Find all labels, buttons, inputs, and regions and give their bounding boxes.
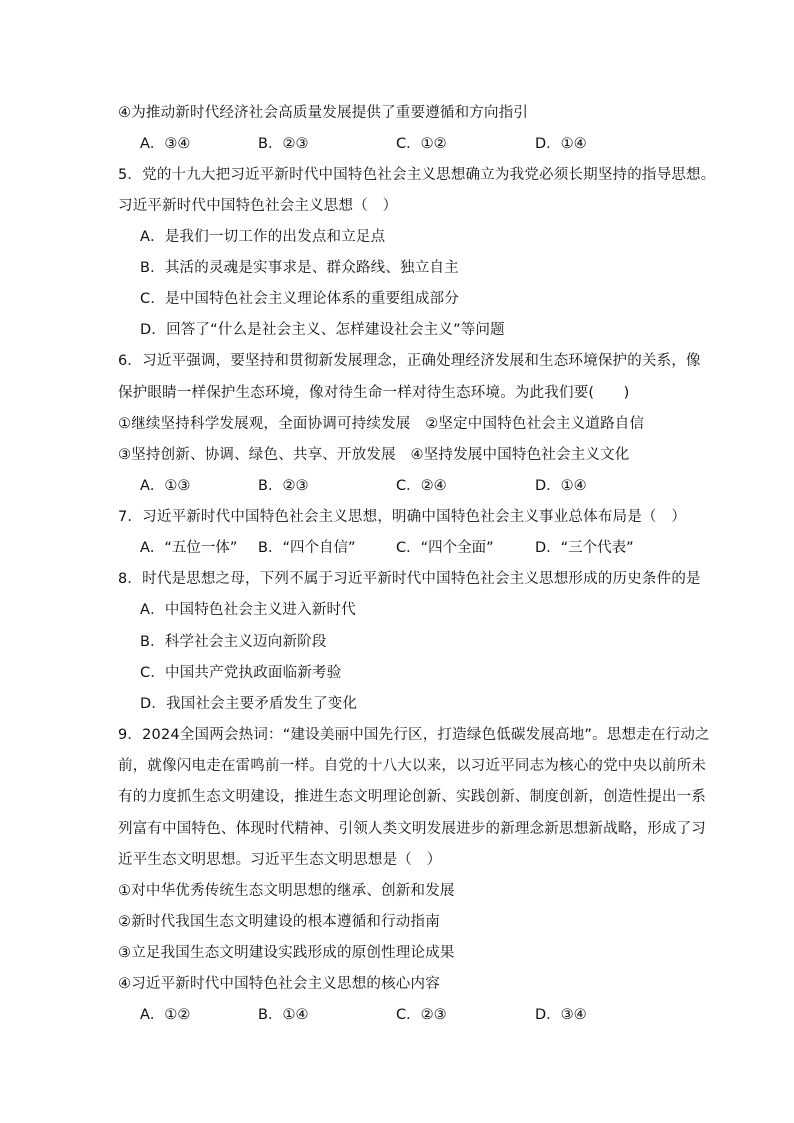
q6-option-a[interactable]: A．①③ <box>140 478 191 494</box>
q9-item-1: ①对中华优秀传统生态文明思想的继承、创新和发展 <box>118 883 455 899</box>
q6-stem-line-2: 保护眼睛一样保护生态环境，像对待生命一样对待生态环境。为此我们要( ) <box>118 385 630 401</box>
q5-option-d[interactable]: D．回答了“什么是社会主义、怎样建设社会主义”等问题 <box>140 322 505 338</box>
q9-stem-line-5: 近平生态文明思想。习近平生态文明思想是（ ） <box>118 852 442 868</box>
q9-option-c[interactable]: C．②③ <box>396 1007 447 1023</box>
q4-option-a[interactable]: A．③④ <box>140 136 191 152</box>
q6-option-c[interactable]: C．②④ <box>396 478 447 494</box>
q8-option-a[interactable]: A．中国特色社会主义进入新时代 <box>140 602 356 618</box>
q5-option-b[interactable]: B．其活的灵魂是实事求是、群众路线、独立自主 <box>140 260 459 276</box>
q9-stem-line-1: 9．2024全国两会热词：“建设美丽中国先行区，打造绿色低碳发展高地”。思想走在行动之 <box>118 727 710 743</box>
q5-stem-line-1: 5．党的十九大把习近平新时代中国特色社会主义思想确立为我党必须长期坚持的指导思想。 <box>118 167 716 183</box>
q9-option-b[interactable]: B．①④ <box>258 1007 309 1023</box>
q7-option-c[interactable]: C．“四个全面” <box>396 540 494 556</box>
q4-option-d[interactable]: D．①④ <box>535 136 587 152</box>
q9-option-a[interactable]: A．①② <box>140 1007 191 1023</box>
q7-option-b[interactable]: B．“四个自信” <box>258 540 356 556</box>
q5-option-c[interactable]: C．是中国特色社会主义理论体系的重要组成部分 <box>140 291 460 307</box>
q9-stem-line-4: 列富有中国特色、体现时代精神、引领人类文明发展进步的新理念新思想新战略，形成了习 <box>118 821 706 837</box>
q9-stem-line-3: 有的力度抓生态文明建设，推进生态文明理论创新、实践创新、制度创新，创造性提出一系 <box>118 789 706 805</box>
q4-option-c[interactable]: C．①② <box>396 136 447 152</box>
q7-option-d[interactable]: D．“三个代表” <box>535 540 634 556</box>
q6-stem-line-1: 6．习近平强调，要坚持和贯彻新发展理念，正确处理经济发展和生态环境保护的关系，像 <box>118 353 701 369</box>
q8-option-b[interactable]: B．科学社会主义迈向新阶段 <box>140 634 327 650</box>
q5-option-a[interactable]: A．是我们一切工作的出发点和立足点 <box>140 229 386 245</box>
q6-items-line-2: ③坚持创新、协调、绿色、共享、开放发展 ④坚持发展中国特色社会主义文化 <box>118 447 630 463</box>
q9-stem-line-2: 前，就像闪电走在雷鸣前一样。自党的十八大以来，以习近平同志为核心的党中央以前所未 <box>118 758 706 774</box>
q9-item-2: ②新时代我国生态文明建设的根本遵循和行动指南 <box>118 914 440 930</box>
q6-items-line-1: ①继续坚持科学发展观，全面协调可持续发展 ②坚定中国特色社会主义道路自信 <box>118 416 645 432</box>
q7-stem: 7．习近平新时代中国特色社会主义思想，明确中国特色社会主义事业总体布局是（ ） <box>118 509 687 525</box>
q4-option-b[interactable]: B．②③ <box>258 136 309 152</box>
q6-option-d[interactable]: D．①④ <box>535 478 587 494</box>
q6-option-b[interactable]: B．②③ <box>258 478 309 494</box>
q5-stem-line-2: 习近平新时代中国特色社会主义思想（ ） <box>118 198 398 214</box>
q7-option-a[interactable]: A．“五位一体” <box>140 540 238 556</box>
q8-stem: 8．时代是思想之母，下列不属于习近平新时代中国特色社会主义思想形成的历史条件的是 <box>118 571 701 587</box>
q9-option-d[interactable]: D．③④ <box>535 1007 587 1023</box>
q9-item-3: ③立足我国生态文明建设实践形成的原创性理论成果 <box>118 945 455 961</box>
q4-item-4: ④为推动新时代经济社会高质量发展提供了重要遵循和方向指引 <box>118 105 529 121</box>
q8-option-c[interactable]: C．中国共产党执政面临新考验 <box>140 665 342 681</box>
q9-item-4: ④习近平新时代中国特色社会主义思想的核心内容 <box>118 976 440 992</box>
q8-option-d[interactable]: D．我国社会主要矛盾发生了变化 <box>140 696 358 712</box>
